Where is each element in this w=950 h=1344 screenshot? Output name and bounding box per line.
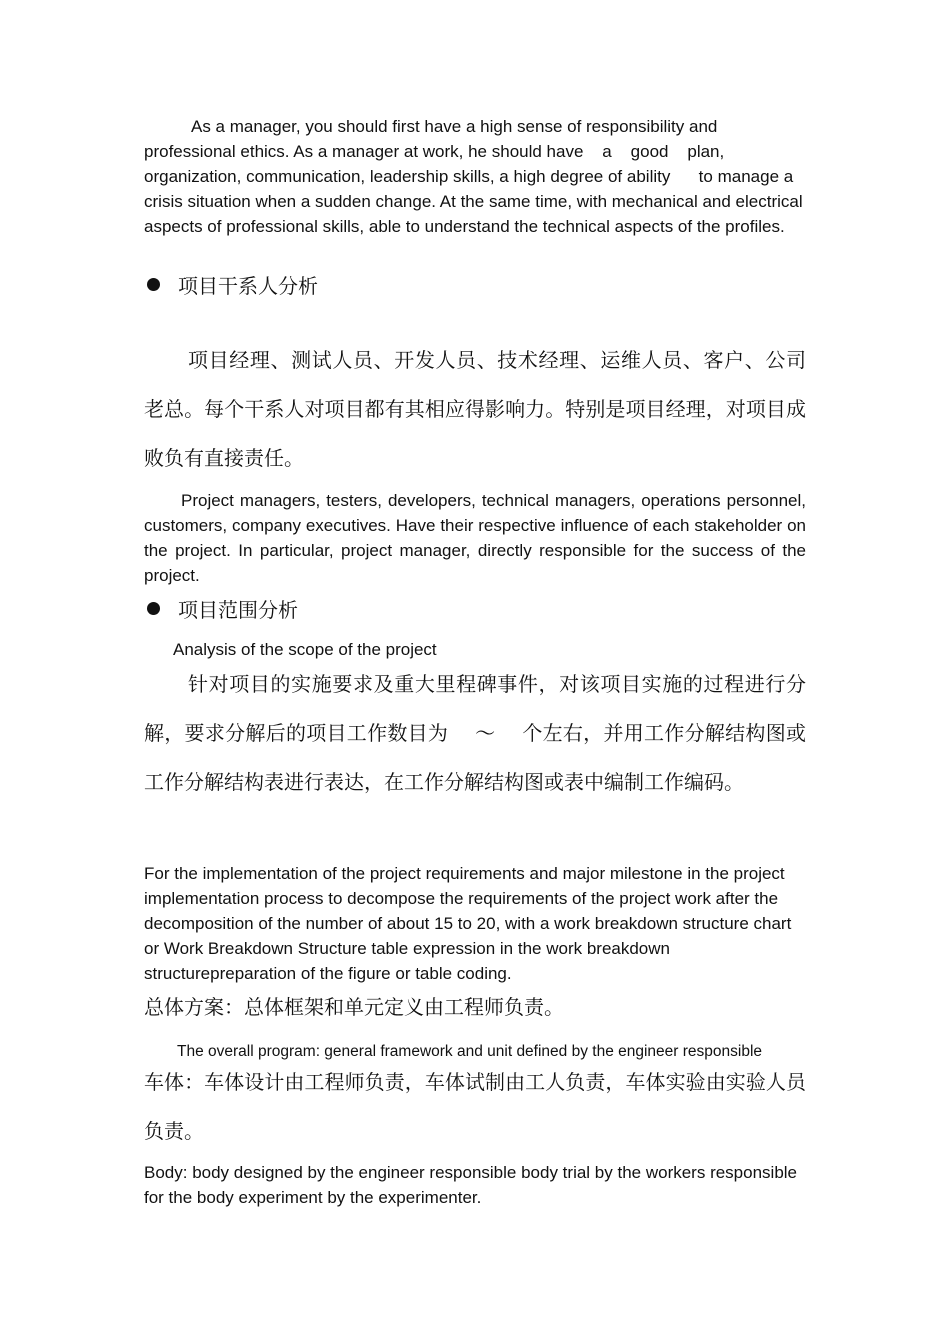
- paragraph-body-zh: 车体：车体设计由工程师负责，车体试制由工人负责，车体实验由实验人员负责。: [144, 1070, 806, 1143]
- paragraph-text: As a manager, you should first have a high sense of responsibility and professional ethics. As a manager at work, he should have a good plan, organization, communication, leadership skills, a high degree of ability to manage a crisis situation when a sudden change. At the same time, with mechanical and electrical aspects of professional skills, able to understand the technical aspects of the profiles.: [144, 117, 808, 236]
- paragraph-stakeholder-en: Project managers, testers, developers, technical managers, operations personnel, customers, company executives. Have their respective influence of each stakeholder on the project. In particular, project manager, directly responsible for the success of the project.: [144, 491, 806, 585]
- paragraph-scope-en: For the implementation of the project requirements and major milestone in the project implementation process to decompose the requirements of the project work after the decomposition of the number of about 15 to 20, with a work breakdown structure chart or Work Breakdown Structure table expression in the work breakdown structurepreparation of the figure or table coding.: [144, 864, 792, 983]
- bullet-dot-icon: [147, 602, 160, 615]
- bullet-heading-scope-analysis: [144, 593, 806, 623]
- bullet-heading-stakeholder-analysis: [144, 269, 806, 299]
- paragraph-overall-program-en: The overall program: general framework and unit defined by the engineer responsible: [177, 1043, 763, 1060]
- scope-analysis-en-heading: Analysis of the scope of the project: [173, 640, 437, 659]
- heading-text: 项目范围分析: [178, 597, 298, 622]
- paragraph-manager-responsibility-en: [144, 114, 806, 239]
- paragraph-body-en: Body: body designed by the engineer responsible body trial by the workers responsible for the body experiment by the experimenter.: [144, 1163, 798, 1207]
- paragraph-scope-zh: 针对项目的实施要求及重大里程碑事件，对该项目实施的过程进行分解，要求分解后的项目工作数目为 ～ 个左右，并用工作分解结构图或工作分解结构表进行表达，在工作分解结构图或表中编制工作编码。: [144, 672, 806, 794]
- paragraph-stakeholder-zh: 项目经理、测试人员、开发人员、技术经理、运维人员、客户、公司老总。每个干系人对项目都有其相应得影响力。特别是项目经理，对项目成败负有直接责任。: [144, 348, 806, 470]
- bullet-dot-icon: [147, 278, 160, 291]
- heading-text: 项目干系人分析: [178, 273, 318, 298]
- paragraph-overall-program-zh: 总体方案：总体框架和单元定义由工程师负责。: [144, 995, 564, 1019]
